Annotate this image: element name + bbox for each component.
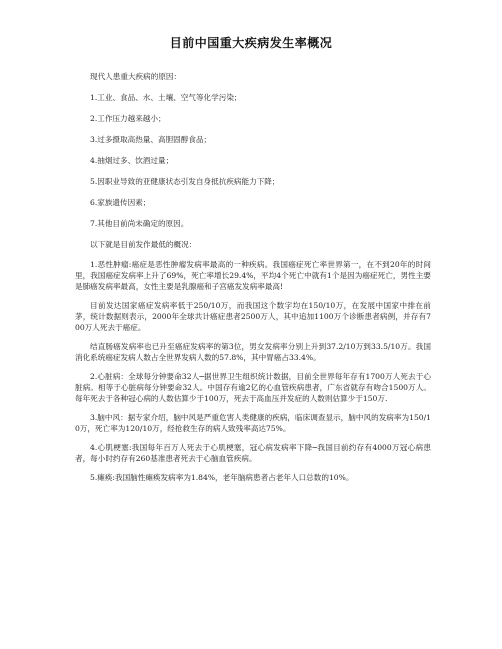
paragraph-cancer: 1.恶性肿瘤:癌症是恶性肿瘤发病率最高的一种疾病。我国癌症死亡率世界第一，在不到20年的时间里，我国癌症发病率上升了69%，死亡率增长29.4%，平均4个死亡中就有1个是因为癌症死亡，男性主要是肺癌发病率最高，女性主要是乳腺癌和子宫癌发发病率最高! [75, 260, 431, 291]
paragraph-cancer-stats: 目前发达国家癌症发病率低于250/10万，而我国这个数字均在150/10万，在发展中国家中排在前茅，统计数据则表示，2000年全球共计癌症患者2500万人，其中追加1100万个诊断患者病例，并存有700万人死去于癌症。 [75, 301, 431, 332]
paragraph-paralysis: 5.瘫痪:我国脑性瘫痪发病率为1.84%，老年脑病患者占老年人口总数的10%。 [90, 473, 354, 482]
page-title: 目前中国重大疾病发生率概况 [169, 36, 333, 50]
cause-item: 2.工作压力越来越小； [90, 114, 166, 123]
lead-line: 以下就是目前发作最低的概况： [90, 240, 197, 249]
cause-item: 3.过多摄取高热量、高胆固醇食品； [90, 135, 212, 144]
cause-item: 4.抽烟过多、饮酒过量； [90, 156, 174, 165]
document-body [75, 71, 431, 483]
cause-item: 5.因职业导致的亚健康状态引发自身抵抗疾病能力下降； [90, 177, 280, 186]
paragraph-infarction: 4.心肌梗塞:我国每年百万人死去于心肌梗塞，冠心病发病率下降─我国目前约存有4000万冠心病患者，每小时约存有260基准患者死去于心脑血管疾病。 [75, 443, 431, 463]
paragraph-colorectal: 结直肠癌发病率也已升至癌症发病率的第3位，男女发病率分别上升到37.2/10万到33.5/10万。我国消化系统癌症发病人数占全世界发病人数的57.8%，其中胃癌占33.4%。 [75, 342, 431, 362]
cause-item: 6.家族遗传因素； [90, 198, 151, 207]
paragraph-stroke: 3.脑中风：据专家介绍，脑中风是严重危害人类健康的疾病，临床调查显示，脑中风的发病率为150/10万，死亡率为120/10万，经抢救生存的病人致残率高达75%。 [75, 413, 431, 433]
paragraph-heart-disease: 2.心脏病：全球每分钟要命32人─据世界卫生组织统计数据，目前全世界每年存有1700万人死去于心脏病。相等于心脏病每分钟要命32人。中国存有逾2亿的心血管疾病患者，广东省就存有吻合1500万人。每年死去于各种冠心病的人数估算少于100万，死去于高血压并发症的人数则估算少于150万. [75, 372, 431, 403]
cause-item: 7.其他目前尚未确定的原因。 [90, 219, 189, 228]
cause-item: 1.工业、食品、水、土壤、空气等化学污染； [90, 93, 242, 102]
intro-line: 现代人患重大疾病的原因： [90, 72, 182, 81]
